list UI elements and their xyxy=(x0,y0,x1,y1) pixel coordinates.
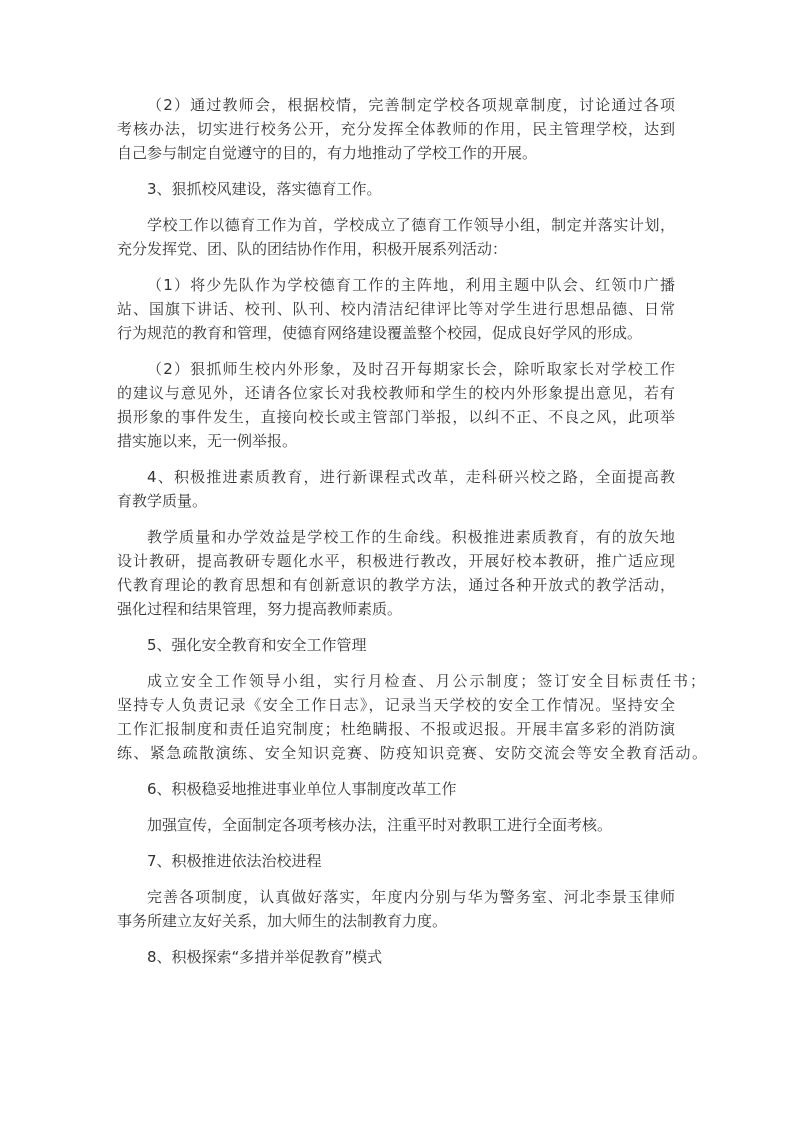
paragraph-rule-of-law xyxy=(117,885,675,933)
section-heading-3 xyxy=(117,177,675,201)
text-line: 完善各项制度，认真做好落实，年度内分别与华为警务室、河北李景玉律师 xyxy=(147,888,675,906)
heading-text: 8、积极探索“多措并举促教育”模式 xyxy=(147,948,383,966)
text-line: 措实施以来，无一例举报。 xyxy=(117,432,298,450)
paragraph-young-pioneers xyxy=(117,273,675,345)
text-line: （2）通过教师会，根据校情，完善制定学校各项规章制度，讨论通过各项 xyxy=(147,96,675,114)
section-heading-7 xyxy=(117,849,675,873)
text-line: 学校工作以德育工作为首，学校成立了德育工作领导小组，制定并落实计划， xyxy=(147,216,675,234)
text-line: 强化过程和结果管理，努力提高教师素质。 xyxy=(117,600,403,618)
paragraph-moral-education xyxy=(117,213,675,261)
section-heading-6 xyxy=(117,777,675,801)
text-line: 充分发挥党、团、队的团结协作作用，积极开展系列活动： xyxy=(117,240,508,258)
text-line: 加强宣传，全面制定各项考核办法，注重平时对教职工进行全面考核。 xyxy=(147,816,613,834)
text-line: （2）狠抓师生校内外形象，及时召开每期家长会，除听取家长对学校工作 xyxy=(147,360,675,378)
document-page xyxy=(117,93,707,981)
text-line: 考核办法，切实进行校务公开，充分发挥全体教师的作用，民主管理学校，达到 xyxy=(117,120,675,138)
text-line: 损形象的事件发生，直接向校长或主管部门举报，以纠不正、不良之风，此项举 xyxy=(117,408,675,426)
section-heading-5 xyxy=(117,633,675,657)
heading-text: 6、积极稳妥地推进事业单位人事制度改革工作 xyxy=(147,780,457,798)
text-line: 事务所建立友好关系，加大师生的法制教育力度。 xyxy=(117,912,448,930)
paragraph-personnel xyxy=(117,813,675,837)
text-line: 教学质量和办学效益是学校工作的生命线。积极推进素质教育，有的放矢地 xyxy=(147,528,675,546)
text-line: 坚持专人负责记录《安全工作日志》，记录当天学校的安全工作情况。坚持安全 xyxy=(117,696,675,714)
text-line: 的建议与意见外，还请各位家长对我校教师和学生的校内外形象提出意见，若有 xyxy=(117,384,675,402)
paragraph-teachers-meeting xyxy=(117,93,675,165)
paragraph-teaching-quality xyxy=(117,525,675,621)
section-heading-4 xyxy=(117,465,675,513)
heading-text: 7、积极推进依法治校进程 xyxy=(147,852,322,870)
heading-text: 3、狠抓校风建设，落实德育工作。 xyxy=(147,180,382,198)
text-line: 成立安全工作领导小组，实行月检查、月公示制度；签订安全目标责任书； xyxy=(147,672,705,690)
text-line: 工作汇报制度和责任追究制度；杜绝瞒报、不报或迟报。开展丰富多彩的消防演 xyxy=(117,720,675,738)
section-heading-8 xyxy=(117,945,675,969)
paragraph-teacher-student-image xyxy=(117,357,675,453)
text-line: 自己参与制定自觉遵守的目的，有力地推动了学校工作的开展。 xyxy=(117,144,538,162)
text-line: 代教育理论的教育思想和有创新意识的教学方法，通过各种开放式的教学活动， xyxy=(117,576,675,594)
paragraph-safety xyxy=(117,669,707,765)
heading-text: 4、积极推进素质教育，进行新课程式改革，走科研兴校之路，全面提高教 xyxy=(147,468,675,486)
heading-text: 5、强化安全教育和安全工作管理 xyxy=(147,636,367,654)
text-line: 设计教研，提高教研专题化水平，积极进行教改，开展好校本教研，推广适应现 xyxy=(117,552,675,570)
text-line: （1）将少先队作为学校德育工作的主阵地，利用主题中队会、红领巾广播 xyxy=(147,276,675,294)
heading-text: 育教学质量。 xyxy=(117,492,208,510)
text-line: 站、国旗下讲话、校刊、队刊、校内清洁纪律评比等对学生进行思想品德、日常 xyxy=(117,300,675,318)
text-line: 行为规范的教育和管理，使德育网络建设覆盖整个校园，促成良好学风的形成。 xyxy=(117,324,643,342)
text-line: 练、紧急疏散演练、安全知识竞赛、防疫知识竞赛、安防交流会等安全教育活动。 xyxy=(117,744,707,762)
